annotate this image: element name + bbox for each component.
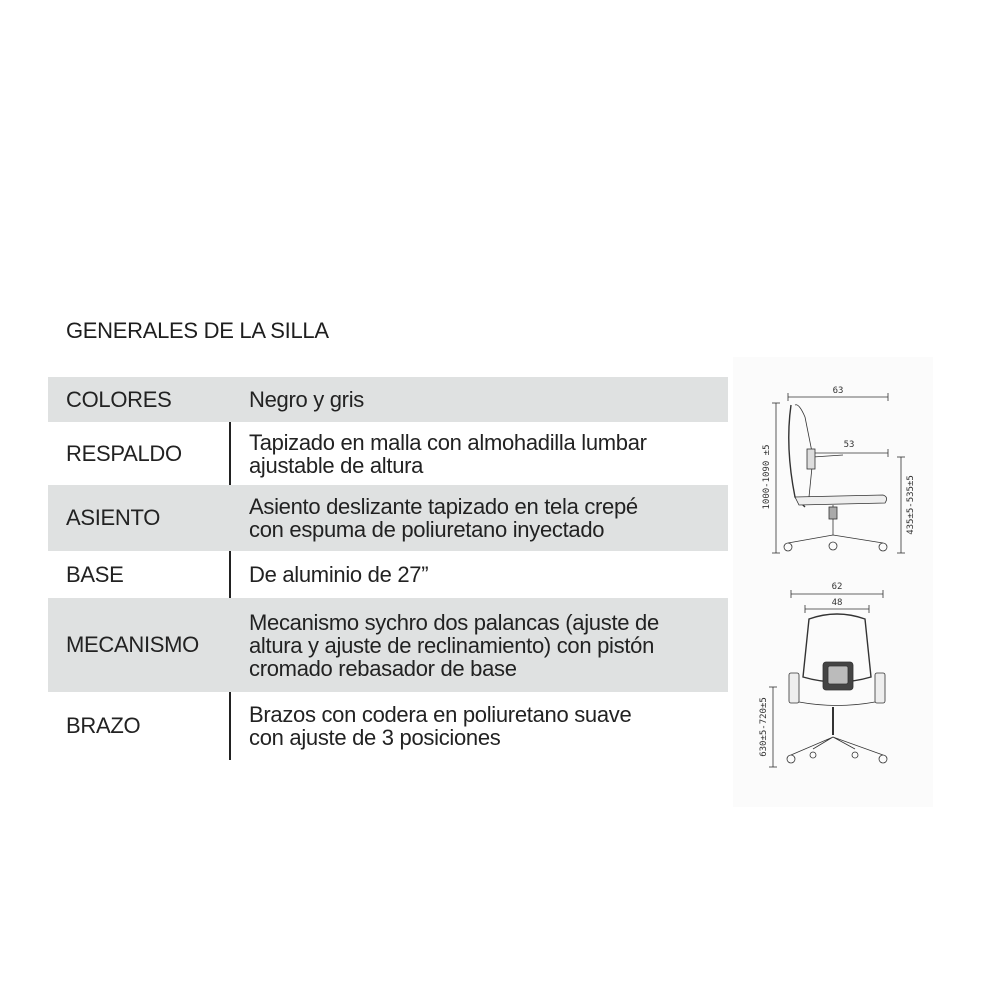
spec-label: MECANISMO: [66, 632, 199, 657]
page-title: GENERALES DE LA SILLA: [66, 318, 329, 343]
chair-drawing-svg: [733, 357, 933, 807]
dim-seat-depth: 53: [843, 440, 855, 450]
spec-value: Mecanismo sychro dos palancas (ajuste de altura y ajuste de reclinamiento) con pistón cromado rebasador de base: [249, 609, 659, 681]
dim-side-width: 63: [832, 386, 844, 396]
spec-label: BRAZO: [66, 713, 141, 738]
spec-row-colores: [48, 377, 728, 422]
dim-seat-height: 435±5-535±5: [906, 475, 916, 535]
spec-row-mecanismo: [48, 598, 728, 692]
spec-value: De aluminio de 27”: [249, 562, 429, 587]
chair-technical-drawing: [733, 357, 933, 807]
spec-value: Tapizado en malla con almohadilla lumbar ajustable de altura: [249, 429, 647, 478]
spec-row-respaldo: [48, 422, 728, 485]
spec-value: Asiento deslizante tapizado en tela crepé con espuma de poliuretano inyectado: [249, 494, 638, 542]
spec-label: ASIENTO: [66, 505, 161, 530]
dim-front-width: 62: [831, 582, 843, 592]
spec-label: RESPALDO: [66, 440, 182, 466]
dim-total-height: 1000-1090 ±5: [762, 444, 772, 510]
spec-label: COLORES: [66, 386, 172, 412]
spec-row-brazo: [48, 692, 728, 760]
spec-row-base: [48, 551, 728, 598]
spec-value: Brazos con codera en poliuretano suave con ajuste de 3 posiciones: [249, 702, 632, 750]
dim-arm-height: 630±5-720±5: [759, 697, 769, 757]
spec-value: Negro y gris: [249, 387, 364, 412]
dim-back-width: 48: [831, 598, 843, 608]
spec-label: BASE: [66, 561, 124, 587]
specs-table: [48, 377, 728, 760]
spec-row-asiento: [48, 485, 728, 551]
